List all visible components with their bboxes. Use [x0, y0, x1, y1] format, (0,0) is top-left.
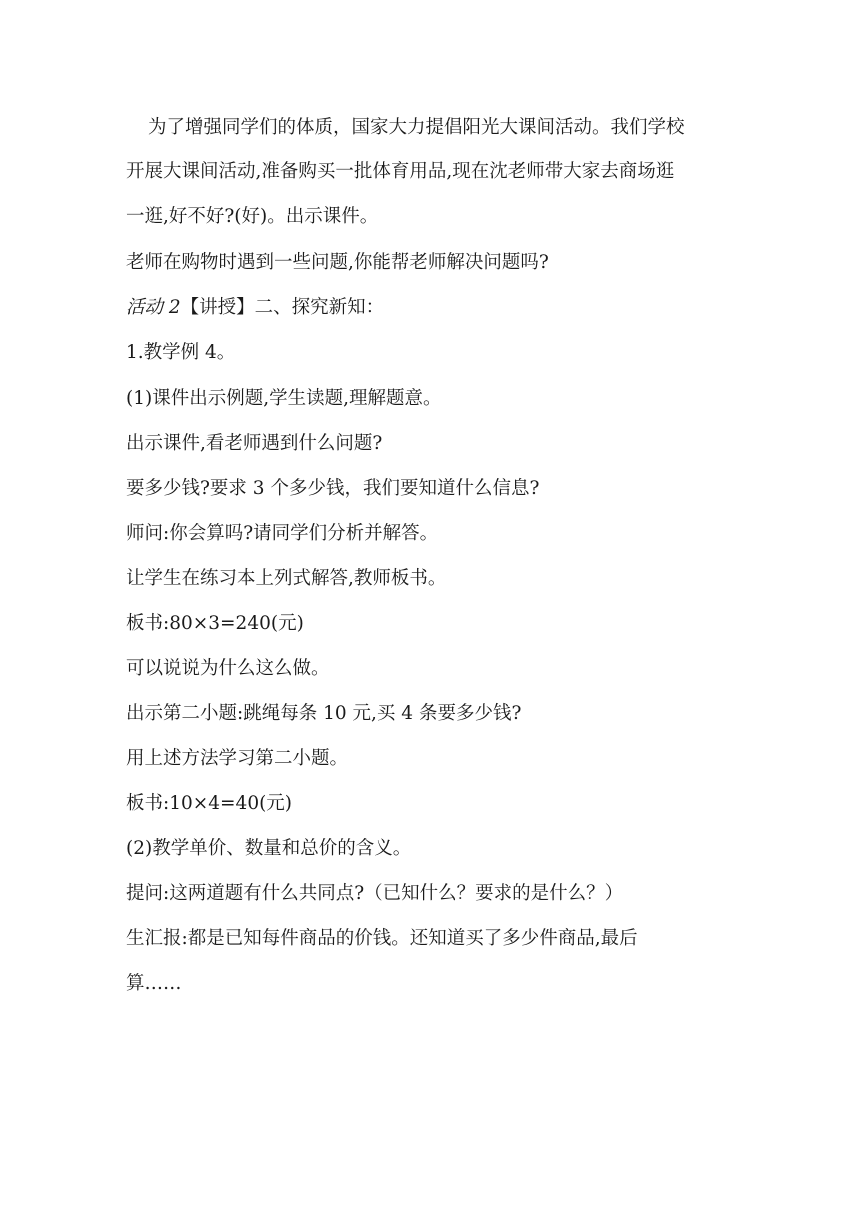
- paragraph-line: 一逛,好不好?(好)。出示课件。: [126, 206, 379, 227]
- text-line: (1)课件出示例题,学生读题,理解题意。: [126, 388, 442, 409]
- paragraph-line: 为了增强同学们的体质，国家大力提倡阳光大课间活动。我们学校: [148, 117, 685, 138]
- text-line: 可以说说为什么这么做。: [126, 658, 330, 679]
- text-line: 生汇报:都是已知每件商品的价钱。还知道买了多少件商品,最后: [126, 928, 638, 949]
- text-line: 1.教学例 4。: [126, 342, 236, 363]
- text-line: 板书:10×4=40(元): [126, 793, 293, 814]
- text-line: 要多少钱?要求 3 个多少钱，我们要知道什么信息?: [126, 478, 540, 499]
- text-line: 提问:这两道题有什么共同点?（已知什么？要求的是什么？）: [126, 883, 624, 904]
- text-line: 让学生在练习本上列式解答,教师板书。: [126, 568, 447, 589]
- paragraph-line: 开展大课间活动,准备购买一批体育用品,现在沈老师带大家去商场逛: [126, 161, 675, 182]
- text-line: 出示第二小题:跳绳每条 10 元,买 4 条要多少钱?: [126, 703, 522, 724]
- text-line: 师问:你会算吗?请同学们分析并解答。: [126, 523, 439, 544]
- text-line: 老师在购物时遇到一些问题,你能帮老师解决问题吗?: [126, 252, 549, 273]
- text-line: 用上述方法学习第二小题。: [126, 748, 349, 769]
- text-line: (2)教学单价、数量和总价的含义。: [126, 838, 412, 859]
- text-line: 算……: [126, 973, 182, 994]
- activity-label: 活动 2: [126, 297, 181, 318]
- text-line: 板书:80×3=240(元): [126, 613, 304, 634]
- activity-heading: [126, 296, 384, 320]
- text-line: 出示课件,看老师遇到什么问题?: [126, 433, 383, 454]
- activity-title: 【讲授】二、探究新知：: [180, 297, 385, 318]
